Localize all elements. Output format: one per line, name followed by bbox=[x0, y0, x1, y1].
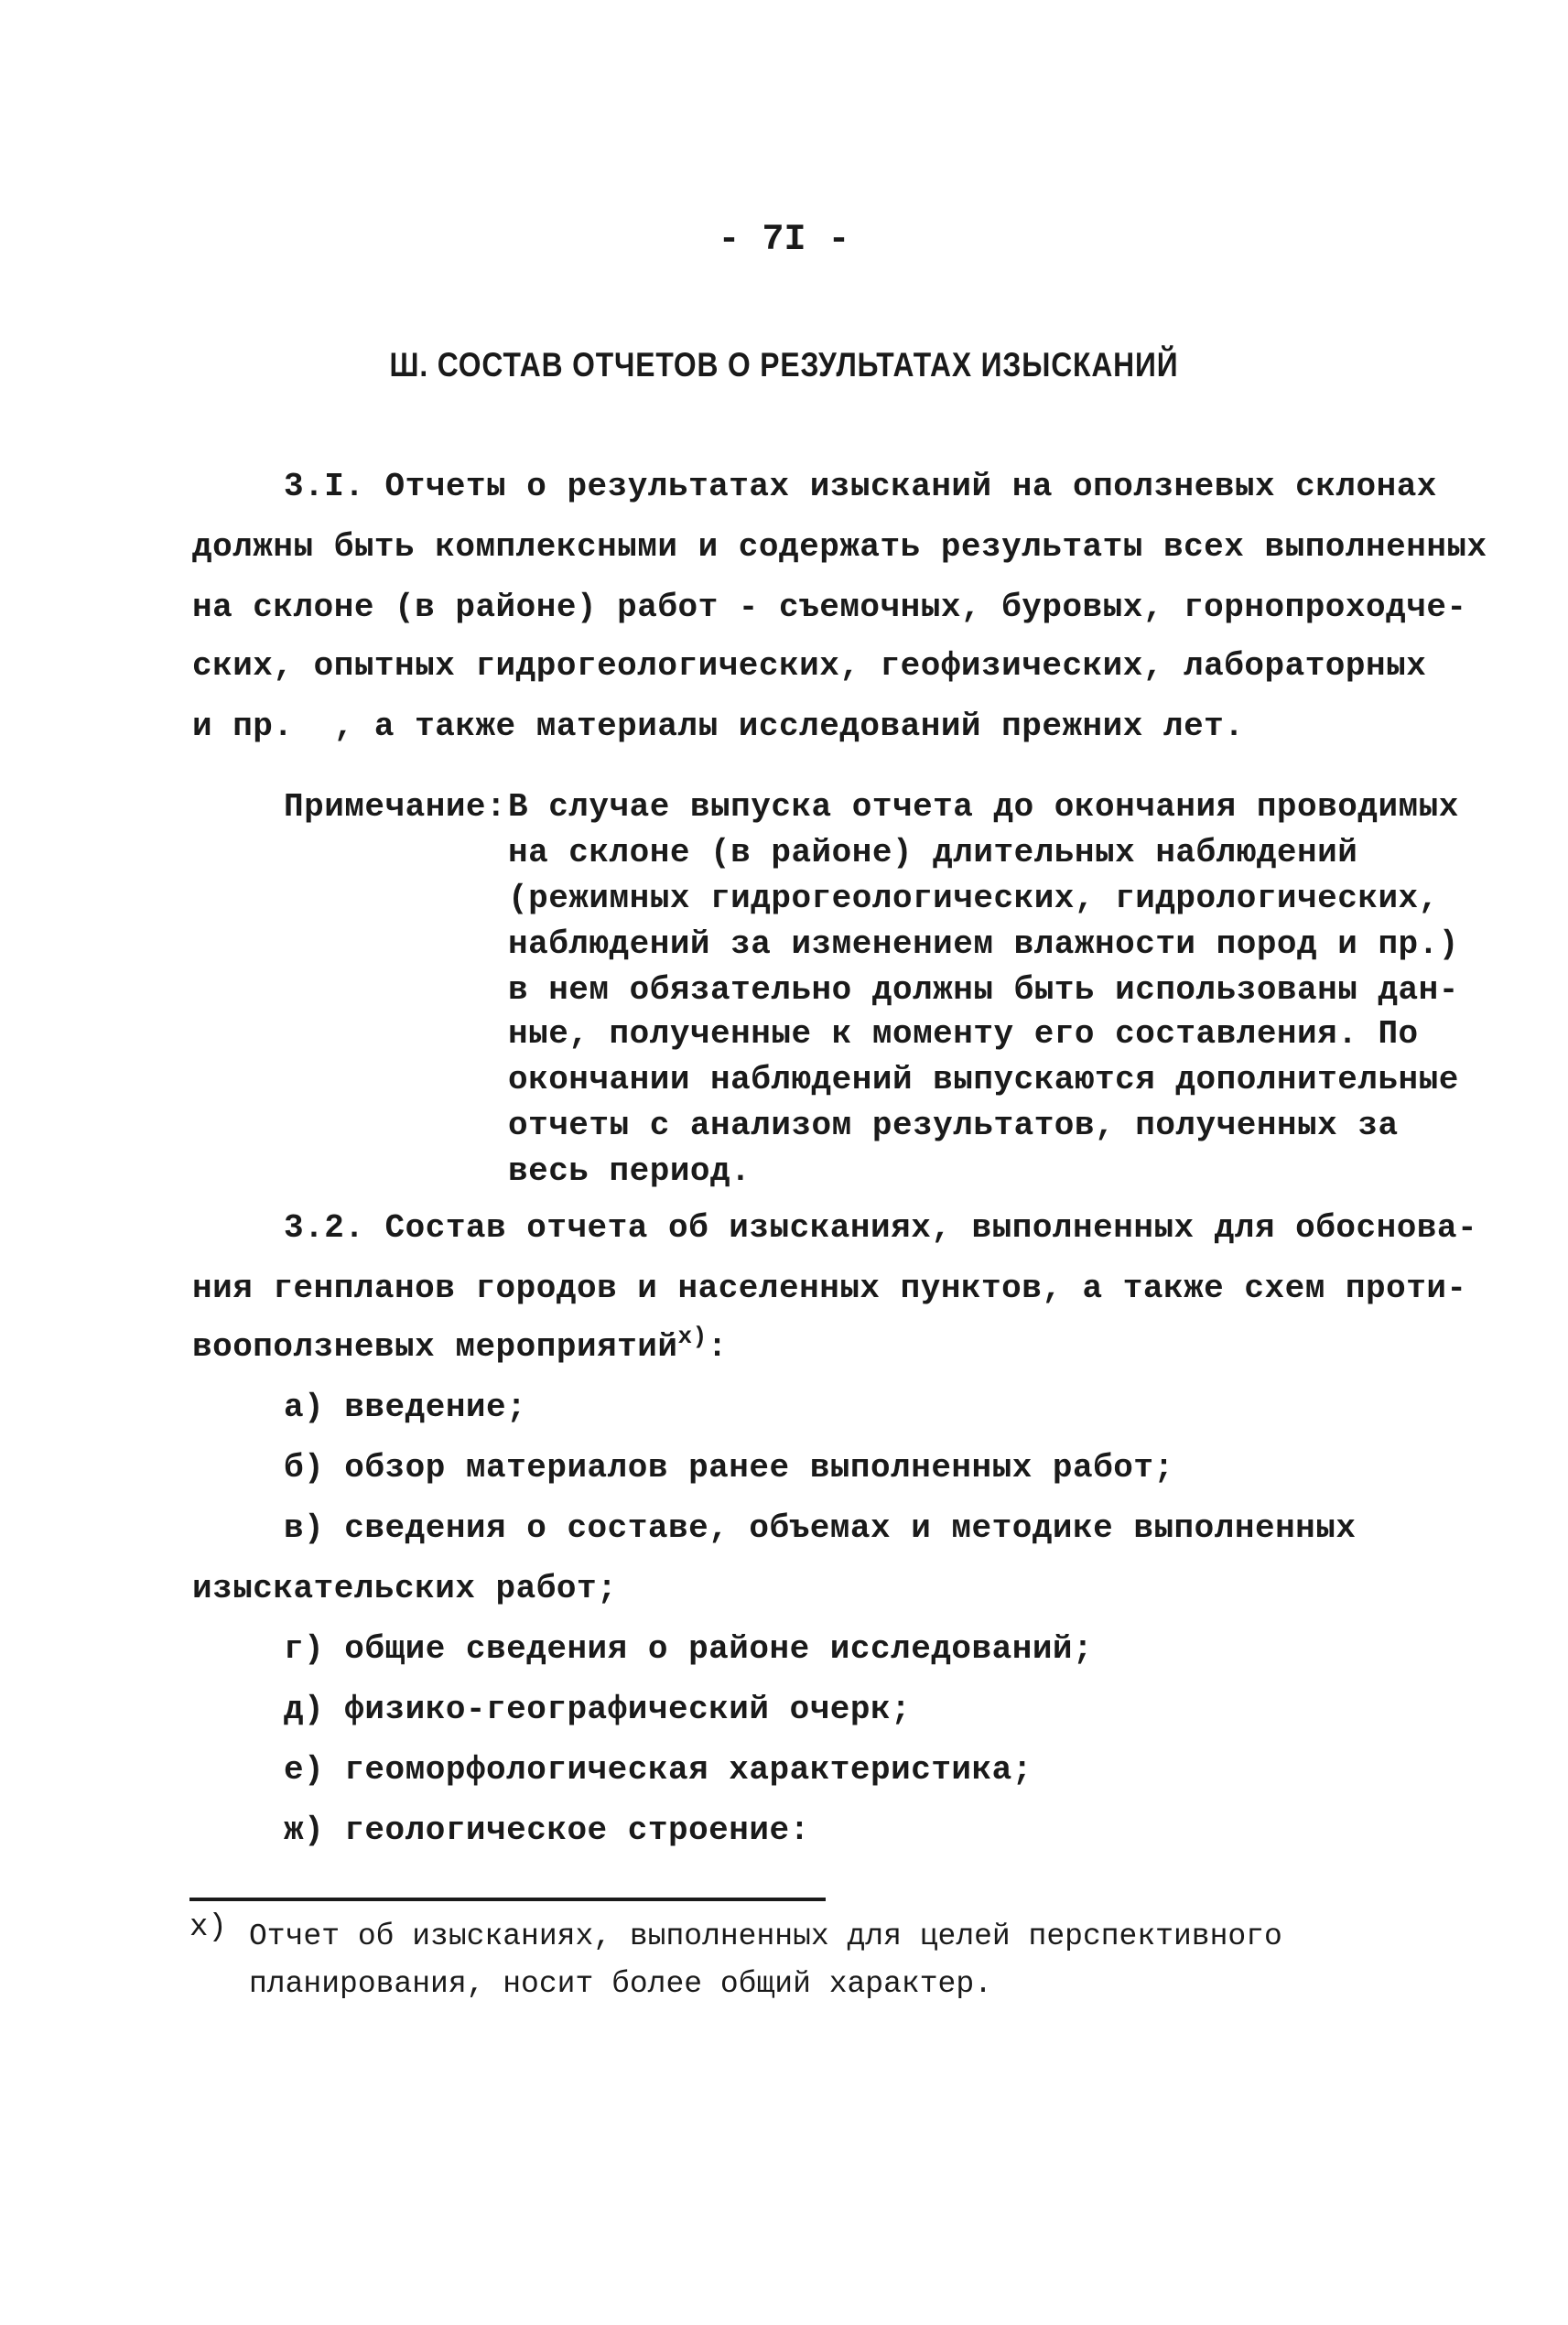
section-3-2-line-3 bbox=[192, 1323, 728, 1368]
footnote-line-2: планирования, носит более общий характер. bbox=[249, 1967, 992, 2001]
list-item-d: д) физико-географический очерк; bbox=[284, 1691, 912, 1728]
section-3-2-line-3-end: : bbox=[707, 1328, 728, 1366]
note-line-1: В случае выпуска отчета до окончания проводимых bbox=[508, 788, 1459, 826]
footnote-mark: x) bbox=[189, 1910, 227, 1945]
note-line-9: весь период. bbox=[508, 1152, 752, 1190]
section-3-1-line-2: должны быть комплексными и содержать результаты всех выполненных bbox=[192, 528, 1487, 566]
section-3-1-line-5: и пр. , а также материалы исследований прежних лет. bbox=[192, 708, 1245, 745]
section-3-2-line-2: ния генпланов городов и населенных пунктов, а также схем проти- bbox=[192, 1270, 1467, 1307]
note-line-4: наблюдений за изменением влажности пород и пр.) bbox=[508, 925, 1459, 963]
page-number: - 7I - bbox=[718, 220, 850, 261]
list-item-g: г) общие сведения о районе исследований; bbox=[284, 1630, 1094, 1668]
note-label: Примечание: bbox=[284, 788, 507, 826]
list-item-a: а) введение; bbox=[284, 1389, 527, 1426]
footnote-divider bbox=[189, 1898, 826, 1901]
note-line-6: ные, полученные к моменту его составления. По bbox=[508, 1015, 1419, 1053]
section-3-2-line-1: 3.2. Состав отчета об изысканиях, выполненных для обоснова- bbox=[284, 1209, 1478, 1247]
note-line-5: в нем обязательно должны быть использованы дан- bbox=[508, 971, 1459, 1009]
note-line-2: на склоне (в районе) длительных наблюдений bbox=[508, 834, 1358, 871]
section-3-1-line-3: на склоне (в районе) работ - съемочных, буровых, горнопроходче- bbox=[192, 589, 1467, 626]
list-item-b: б) обзор материалов ранее выполненных работ; bbox=[284, 1449, 1174, 1487]
footnote-reference-mark: x) bbox=[677, 1323, 708, 1350]
section-heading: Ш. СОСТАВ ОТЧЕТОВ О РЕЗУЛЬТАТАХ ИЗЫСКАНИЙ bbox=[389, 346, 1179, 384]
list-item-v-line-2: изыскательских работ; bbox=[192, 1570, 618, 1607]
list-item-e: е) геоморфологическая характеристика; bbox=[284, 1751, 1033, 1789]
note-line-7: окончании наблюдений выпускаются дополнительные bbox=[508, 1061, 1459, 1098]
list-item-v-line-1: в) сведения о составе, объемах и методике выполненных bbox=[284, 1509, 1357, 1547]
section-3-1-line-1: 3.I. Отчеты о результатах изысканий на оползневых склонах bbox=[284, 468, 1437, 505]
note-line-8: отчеты с анализом результатов, полученных за bbox=[508, 1107, 1399, 1144]
footnote-line-1: Отчет об изысканиях, выполненных для целей перспективного bbox=[249, 1919, 1282, 1953]
note-line-3: (режимных гидрогеологических, гидрологических, bbox=[508, 880, 1439, 917]
section-3-1-line-4: ских, опытных гидрогеологических, геофизических, лабораторных bbox=[192, 647, 1427, 685]
section-3-2-line-3-text: вооползневых мероприятий bbox=[192, 1328, 678, 1366]
list-item-zh: ж) геологическое строение: bbox=[284, 1811, 810, 1849]
